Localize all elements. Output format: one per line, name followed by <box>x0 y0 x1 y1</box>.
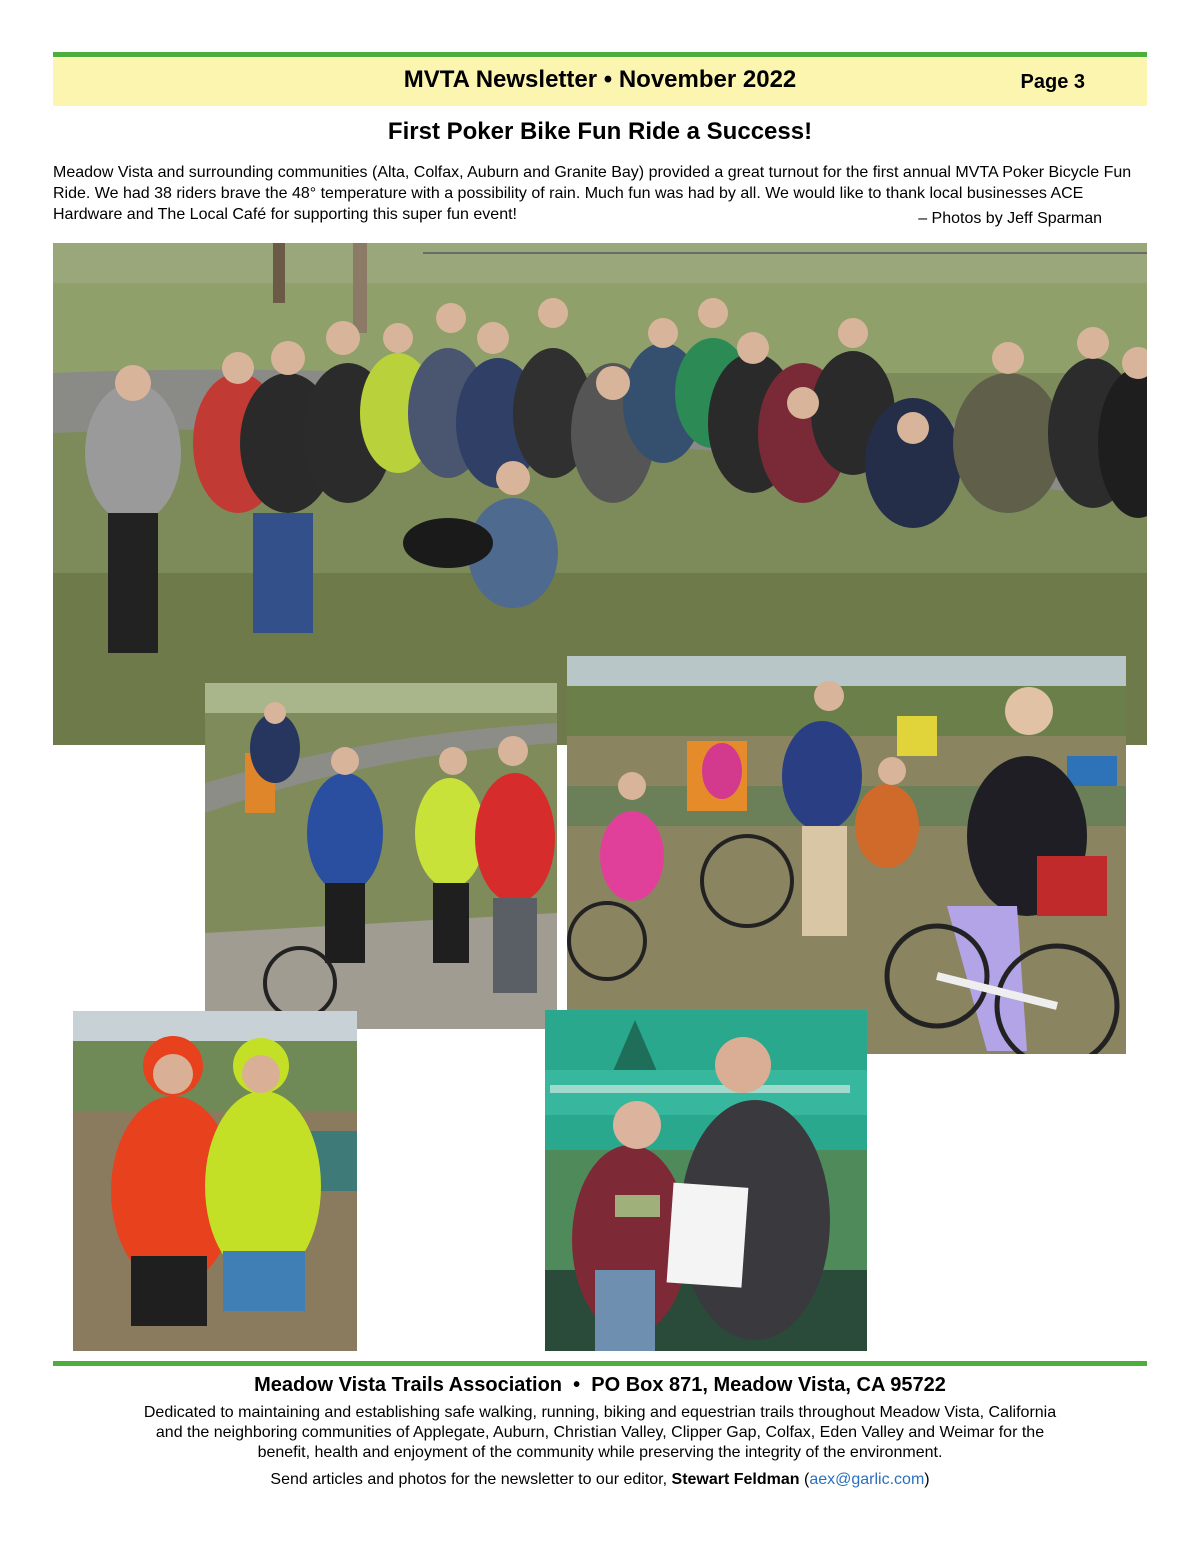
editor-email-link[interactable]: aex@garlic.com <box>809 1471 925 1488</box>
winners-photo <box>545 1010 867 1351</box>
jackets-photo <box>73 1011 357 1351</box>
paren-open: ( <box>799 1471 810 1488</box>
newsletter-title: MVTA Newsletter • November 2022 <box>403 66 797 93</box>
newsletter-banner <box>53 58 1147 106</box>
footer-organization: Meadow Vista Trails Association • PO Box 871, Meadow Vista, CA 95722 <box>254 1374 946 1396</box>
bottom-rule <box>53 1361 1147 1366</box>
footer-contact <box>0 1471 1200 1489</box>
contact-text: Send articles and photos for the newsletter to our editor, <box>270 1471 672 1488</box>
article-headline: First Poker Bike Fun Ride a Success! <box>387 118 813 145</box>
family-photo <box>567 656 1126 1054</box>
footer-mission: Dedicated to maintaining and establishing safe walking, running, biking and equestrian trails throughout Meadow Vista, California and the neighboring communities of Applegate, Auburn, Christian Valley, Clipper Gap, Colfax, Eden Valley and Weimar for the benefit, health and enjoyment of the community while preserving the integrity of the environment. <box>143 1404 1057 1461</box>
page-number: Page 3 <box>1020 71 1085 93</box>
editor-name: Stewart Feldman <box>671 1471 800 1488</box>
riders-photo <box>205 683 557 1029</box>
article-body: Meadow Vista and surrounding communities (Alta, Colfax, Auburn and Granite Bay) provided a great turnout for the first annual MVTA Poker Bicycle Fun Ride. We had 38 riders brave the 48° temperature with a possibility of rain. Much fun was had by all. We would like to thank local businesses ACE Hardware and The Local Café for supporting this super fun event! <box>53 164 1132 223</box>
top-rule <box>53 52 1147 57</box>
photo-credit: – Photos by Jeff Sparman <box>918 210 1102 227</box>
paren-close: ) <box>924 1471 930 1488</box>
